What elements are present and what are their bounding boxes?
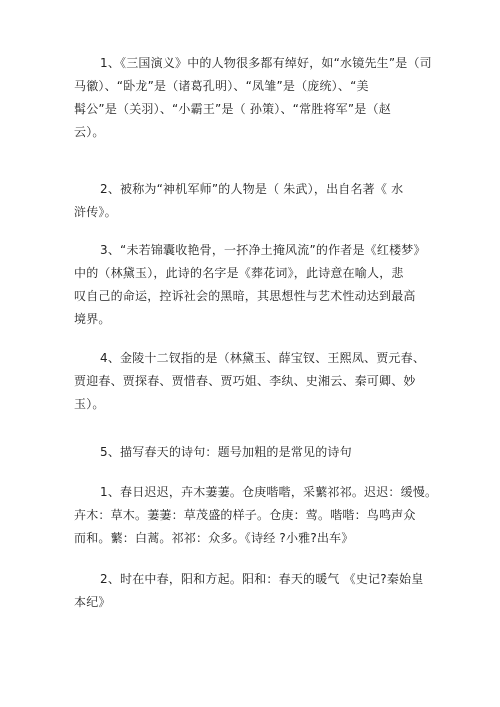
- paragraph-line: 本纪》: [74, 595, 111, 609]
- paragraph-line: 4、金陵十二钗指的是（林黛玉、薛宝钗、王熙凤、贾元春、: [100, 351, 426, 365]
- paragraph-line: 叹自己的命运，控诉社会的黑暗，其思想性与艺术性动达到最高: [74, 289, 416, 303]
- paragraph-line: 贾迎春、贾探春、贾惜春、贾巧姐、李纨、史湘云、秦可卿、妙: [74, 374, 416, 388]
- paragraph-2: [74, 178, 434, 224]
- paragraph-line: 境界。: [74, 312, 111, 326]
- paragraph-line: 2、被称为“神机军师”的人物是（ 朱武），出自名著《 水: [100, 182, 404, 196]
- paragraph-3: [74, 239, 434, 331]
- paragraph-7: [74, 568, 434, 614]
- paragraph-line: 玉）。: [74, 397, 105, 411]
- paragraph-line: 而和。蘩：白蒿。祁祁：众多。《诗经 ?小雅?出车》: [74, 531, 354, 545]
- paragraph-1: [74, 52, 434, 144]
- paragraph-line: 髯公”是（关羽）、“小霸王”是（ 孙策）、“常胜将军”是（赵: [74, 102, 391, 116]
- paragraph-line: 卉木：草木。萋萋：草茂盛的样子。仓庚：莺。喈喈：鸟鸣声众: [74, 508, 416, 522]
- paragraph-line: 马徽）、“卧龙”是（诸葛孔明）、“凤雏”是（庞统）、“美: [74, 79, 369, 93]
- paragraph-line: 云）。: [74, 125, 105, 139]
- paragraph-line: 5、描写春天的诗句：题号加粗的是常见的诗句: [100, 445, 352, 459]
- paragraph-4: [74, 347, 434, 416]
- paragraph-line: 浒传》。: [74, 205, 117, 219]
- paragraph-line: 1、春日迟迟，卉木萋萋。仓庚喈喈，采蘩祁祁。迟迟：缓慢。: [100, 485, 438, 499]
- paragraph-line: 1、《三国演义》中的人物很多都有绰好，如“水镜先生”是（司: [100, 56, 432, 70]
- paragraph-line: 3、“未若锦囊收艳骨，一抔净土掩风流”的作者是《红楼梦》: [100, 243, 426, 257]
- paragraph-5: [74, 441, 434, 464]
- paragraph-6: [74, 481, 438, 550]
- paragraph-line: 中的（林黛玉），此诗的名字是《葬花词》，此诗意在喻人，悲: [74, 266, 404, 280]
- paragraph-line: 2、时在中春，阳和方起。阳和：春天的暖气 《史记?秦始皇: [100, 572, 424, 586]
